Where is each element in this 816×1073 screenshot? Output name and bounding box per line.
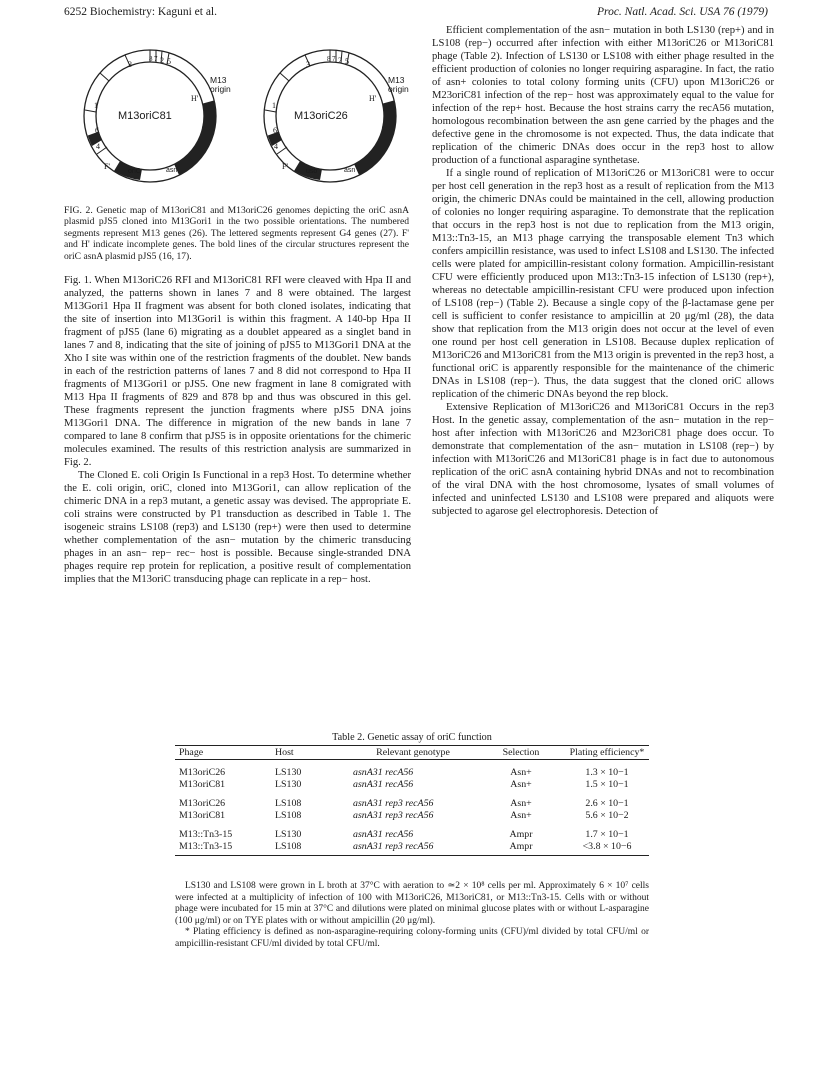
cell-selection: Asn+ (510, 779, 532, 790)
cell-genotype: asnA31 recA56 (353, 779, 414, 790)
col-header-selection: Selection (477, 746, 565, 760)
map-segment-label: 1 (94, 101, 98, 110)
cell-plating: 2.6 × 10−1 (585, 798, 629, 809)
col-header-genotype: Relevant genotype (349, 746, 477, 760)
right-column (432, 24, 774, 518)
running-header (64, 6, 768, 22)
map-segment-label: 3 (306, 60, 310, 69)
cell-phage: M13oriC26 (179, 767, 226, 778)
map-segment-label: 4 (96, 142, 100, 151)
paragraph: If a single round of replication of M13oriC26 or M13oriC81 were to occur per host cell generation in the rep3 host as a result of replication from the M13 origin, the chimeric DNAs could be maintained in the cell, allowing production of colonies no longer requiring asparagine. To demonstrate that the replication that occurs in the rep3 host is not due to replication from the M13 origin, M13::Tn3-15, an M13 phage carrying the transposable element Tn3 which confers ampicillin resistance, was used to infect LS108 and LS130. The infected cells were plated for ampicillin-resistant colony formation. Ampicillin-resistant CFU were efficiently produced upon M13::Tn3-15 infection of LS130 (rep+), whereas no detectable ampicillin-resistant CFU were produced upon infection of LS108 (rep−) (Table 2). Because a single copy of the β-lactamase gene per cell is sufficient to confer resistance to ampicillin at 20 μg/ml (28), the data show that replication from the M13 origin does not occur at the level of even one round per host cell generation in LS108. Because duplex replication of M13oriC26 and M13oriC81 from the M13 origin is prevented in the rep3 host, a functional oriC is apparently responsible for the maintenance of the chimeric DNAs in LS108 (rep−). Thus, the data suggest that the cloned oriC allows replication of the chimeric DNAs beyond the rep block. (432, 168, 774, 400)
cell-plating: 5.6 × 10−2 (585, 810, 629, 821)
paragraph: Efficient complementation of the asn− mutation in both LS130 (rep+) and in LS108 (rep−) occurred after infection with either M13oriC26 or M13oriC81 phage (Table 2). Infection of LS130 or LS108 with either phage resulted in the efficient production of colonies no longer requiring asparagine. In fact, the ratio of asn+ colonies to total colony forming units (CFU) upon M13oriC26 or M23oriC81 infection of the rep− host was approximately equal to the value for infection of the rep+ host. Because the host strains carry the recA56 mutation, homologous recombination between the asn gene carried by the phages and the defective gene in the chromosome is not expected. Thus, the data indicate that replication of the chimeric DNAs does occur in the rep3 host to allow production of a functional asparagine synthetase. (432, 25, 774, 166)
table-row (175, 760, 649, 780)
map-segment-label: H' (191, 94, 199, 103)
cell-host: LS130 (275, 779, 302, 790)
map-segment-label: 6 (273, 126, 277, 135)
map-segment-label: asn (344, 167, 356, 174)
map-segment-label: 5 (167, 57, 171, 66)
table-notes (175, 881, 649, 950)
map-segment-label: 4 (274, 142, 278, 151)
table-row (175, 810, 649, 822)
map-segment-label: F' (104, 162, 110, 171)
cell-host: LS108 (275, 798, 302, 809)
cell-host: LS130 (275, 767, 302, 778)
map-segment-label: 1 (272, 101, 276, 110)
map-origin-label: M13 origin (388, 75, 409, 94)
map-segment-label: 8 (327, 55, 331, 63)
cell-plating: 1.7 × 10−1 (585, 829, 629, 840)
cell-genotype: asnA31 rep3 recA56 (353, 810, 434, 821)
table-row (175, 841, 649, 856)
map-segment-label: H' (369, 94, 377, 103)
col-header-plating: Plating efficiency* (565, 746, 649, 760)
header-right: Proc. Natl. Acad. Sci. USA 76 (1979) (597, 6, 768, 18)
cell-selection: Ampr (477, 841, 565, 856)
cell-host: LS108 (275, 810, 302, 821)
paragraph: The Cloned E. coli Origin Is Functional in a rep3 Host. To determine whether the E. coli origin, oriC, cloned into M13Gori1, can allow replication of the chimeric DNA in a rep3 mutant, a genetic assay was devised. The appropriate E. coli strains were constructed by P1 transduction as described in Table 1. The isogeneic strains LS108 (rep3) and LS130 (rep+) were then used to determine whether complementation of the asn− mutation by the chimeric transducing phages in an asn− rep− rec− host is possible. Because single-stranded DNA phages require rep protein for replication, a positive result of complementation implies that the M13oriC transducing phage can replicate in a rep− host. (64, 470, 411, 585)
table-caption: Table 2. Genetic assay of oriC function (332, 732, 492, 743)
cell-phage: M13::Tn3-15 (175, 841, 271, 856)
map-segment-label: 8 (149, 55, 153, 63)
map-segment-label: 7 (154, 55, 158, 63)
cell-genotype: asnA31 rep3 recA56 (349, 841, 477, 856)
map-center-label: M13oriC26 (294, 110, 348, 122)
cell-phage: M13oriC81 (179, 810, 226, 821)
map-segment-label: oriC (128, 168, 141, 175)
map-segment-label: uso (306, 168, 318, 175)
map-segment-label: 3 (128, 60, 132, 69)
cell-selection: Asn+ (510, 810, 532, 821)
table-footnote: * Plating efficiency is defined as non-asparagine-requiring colony-forming units (CFU)/ml divided by total CFU/ml or ampicillin-resistant CFU/ml divided by total CFU/ml. (175, 927, 649, 949)
cell-phage: M13oriC81 (179, 779, 226, 790)
left-column (64, 274, 411, 586)
cell-genotype: asnA31 rep3 recA56 (353, 798, 434, 809)
col-header-host: Host (271, 746, 349, 760)
paragraph: Fig. 1. When M13oriC26 RFI and M13oriC81 RFI were cleaved with Hpa II and analyzed, the patterns shown in lanes 7 and 8 were obtained. The largest M13Gori1 Hpa II fragment was absent for both cloned isolates, indicating that the site of insertion into M13Gori1 is within this fragment. A 140-bp Hpa II fragment of pJS5 (lane 6) migrating as a doublet appeared as a singlet band in lanes 7 and 8, indicating that the site of joining of pJS5 to M13Gori1 DNA at the Xho I site was within one of the restriction fragments of the doublet. New bands in each of the restriction patterns of lanes 7 and 8 did not correspond to Hpa II fragments of M13Gori1 or pJS5. One new fragment in lane 8 comigrated with M13 Hpa II fragments of 829 and 878 bp and thus was obscured in this gel. These fragments represent the junction fragments where pJS5 DNA joins M13Gori1 DNA. The difference in migration of the new bands in lane 7 compared to lane 8 confirm that pJS5 is in opposite orientations for the chimeric molecules examined. The results of this restriction analysis are summarized in Fig. 2. (64, 275, 411, 468)
col-header-phage: Phage (175, 746, 271, 760)
genetic-assay-table (175, 745, 649, 856)
cell-plating: 1.3 × 10−1 (585, 767, 629, 778)
cell-plating: 1.5 × 10−1 (585, 779, 629, 790)
cell-host: LS108 (271, 841, 349, 856)
cell-plating: <3.8 × 10−6 (565, 841, 649, 856)
map-segment-label: asn (166, 167, 178, 174)
paragraph: Extensive Replication of M13oriC26 and M13oriC81 Occurs in the rep3 Host. In the genetic assay, complementation of the asn− mutation in the rep− host after infection with M13oriC26 and M23oriC81 phage does occur. To demonstrate that complementation of the asn− mutation in LS108 (rep−) by infection with M13oriC26 and M13oriC81 phage is in fact due to autonomous replication of the oriC asnA containing hybrid DNAs and not to recombination of the viral DNA with the host chromosome, lysates of small volumes of infected and uninfected LS130 and LS108 were prepared and aliquots were subjected to agarose gel electrophoresis. Detection of (432, 402, 774, 517)
cell-selection: Asn+ (510, 798, 532, 809)
map-segment-label: 2 (338, 56, 342, 65)
map-segment-label: 5 (345, 57, 349, 66)
cell-selection: Asn+ (510, 767, 532, 778)
table-row (175, 791, 649, 810)
map-segment-label: 7 (332, 55, 336, 63)
map-center-label: M13oriC81 (118, 110, 172, 122)
map-segment-label: 6 (95, 126, 99, 135)
header-left: 6252 Biochemistry: Kaguni et al. (64, 6, 217, 18)
map-segment-label: F' (282, 162, 288, 171)
map-segment-label: 2 (160, 56, 164, 65)
map-origin-label: M13 origin (210, 75, 231, 94)
figure-caption: FIG. 2. Genetic map of M13oriC81 and M13oriC26 genomes depicting the oriC asnA plasmid pJS5 cloned into M13Gori1 in the two possible orientations. The numbered segments represent M13 genes (26). The lettered segments represent G4 genes (27). F' and H' indicate incomplete genes. The bold lines of the circular structures represent the oriC asnA plasmid pJS5 (16, 17). (64, 205, 409, 262)
cell-phage: M13::Tn3-15 (179, 829, 233, 840)
cell-selection: Ampr (509, 829, 533, 840)
cell-genotype: asnA31 recA56 (353, 829, 414, 840)
cell-host: LS130 (275, 829, 302, 840)
cell-phage: M13oriC26 (179, 798, 226, 809)
table-2 (175, 732, 649, 856)
table-row (175, 822, 649, 841)
cell-genotype: asnA31 recA56 (353, 767, 414, 778)
table-row (175, 779, 649, 791)
table-note: LS130 and LS108 were grown in L broth at 37°C with aeration to ≃2 × 10⁸ cells per ml. Approximately 6 × 10⁷ cells were infected at a multiplicity of infection of 100 with M13oriC26, M13oriC81, or M13::Tn3-15. Cells with or without phage were incubated for 15 min at 37°C and dilutions were plated on minimal glucose plates with or without L-asparagine (100 μg/ml) or on TYE plates with or without ampicillin (20 μg/ml). (175, 881, 649, 926)
